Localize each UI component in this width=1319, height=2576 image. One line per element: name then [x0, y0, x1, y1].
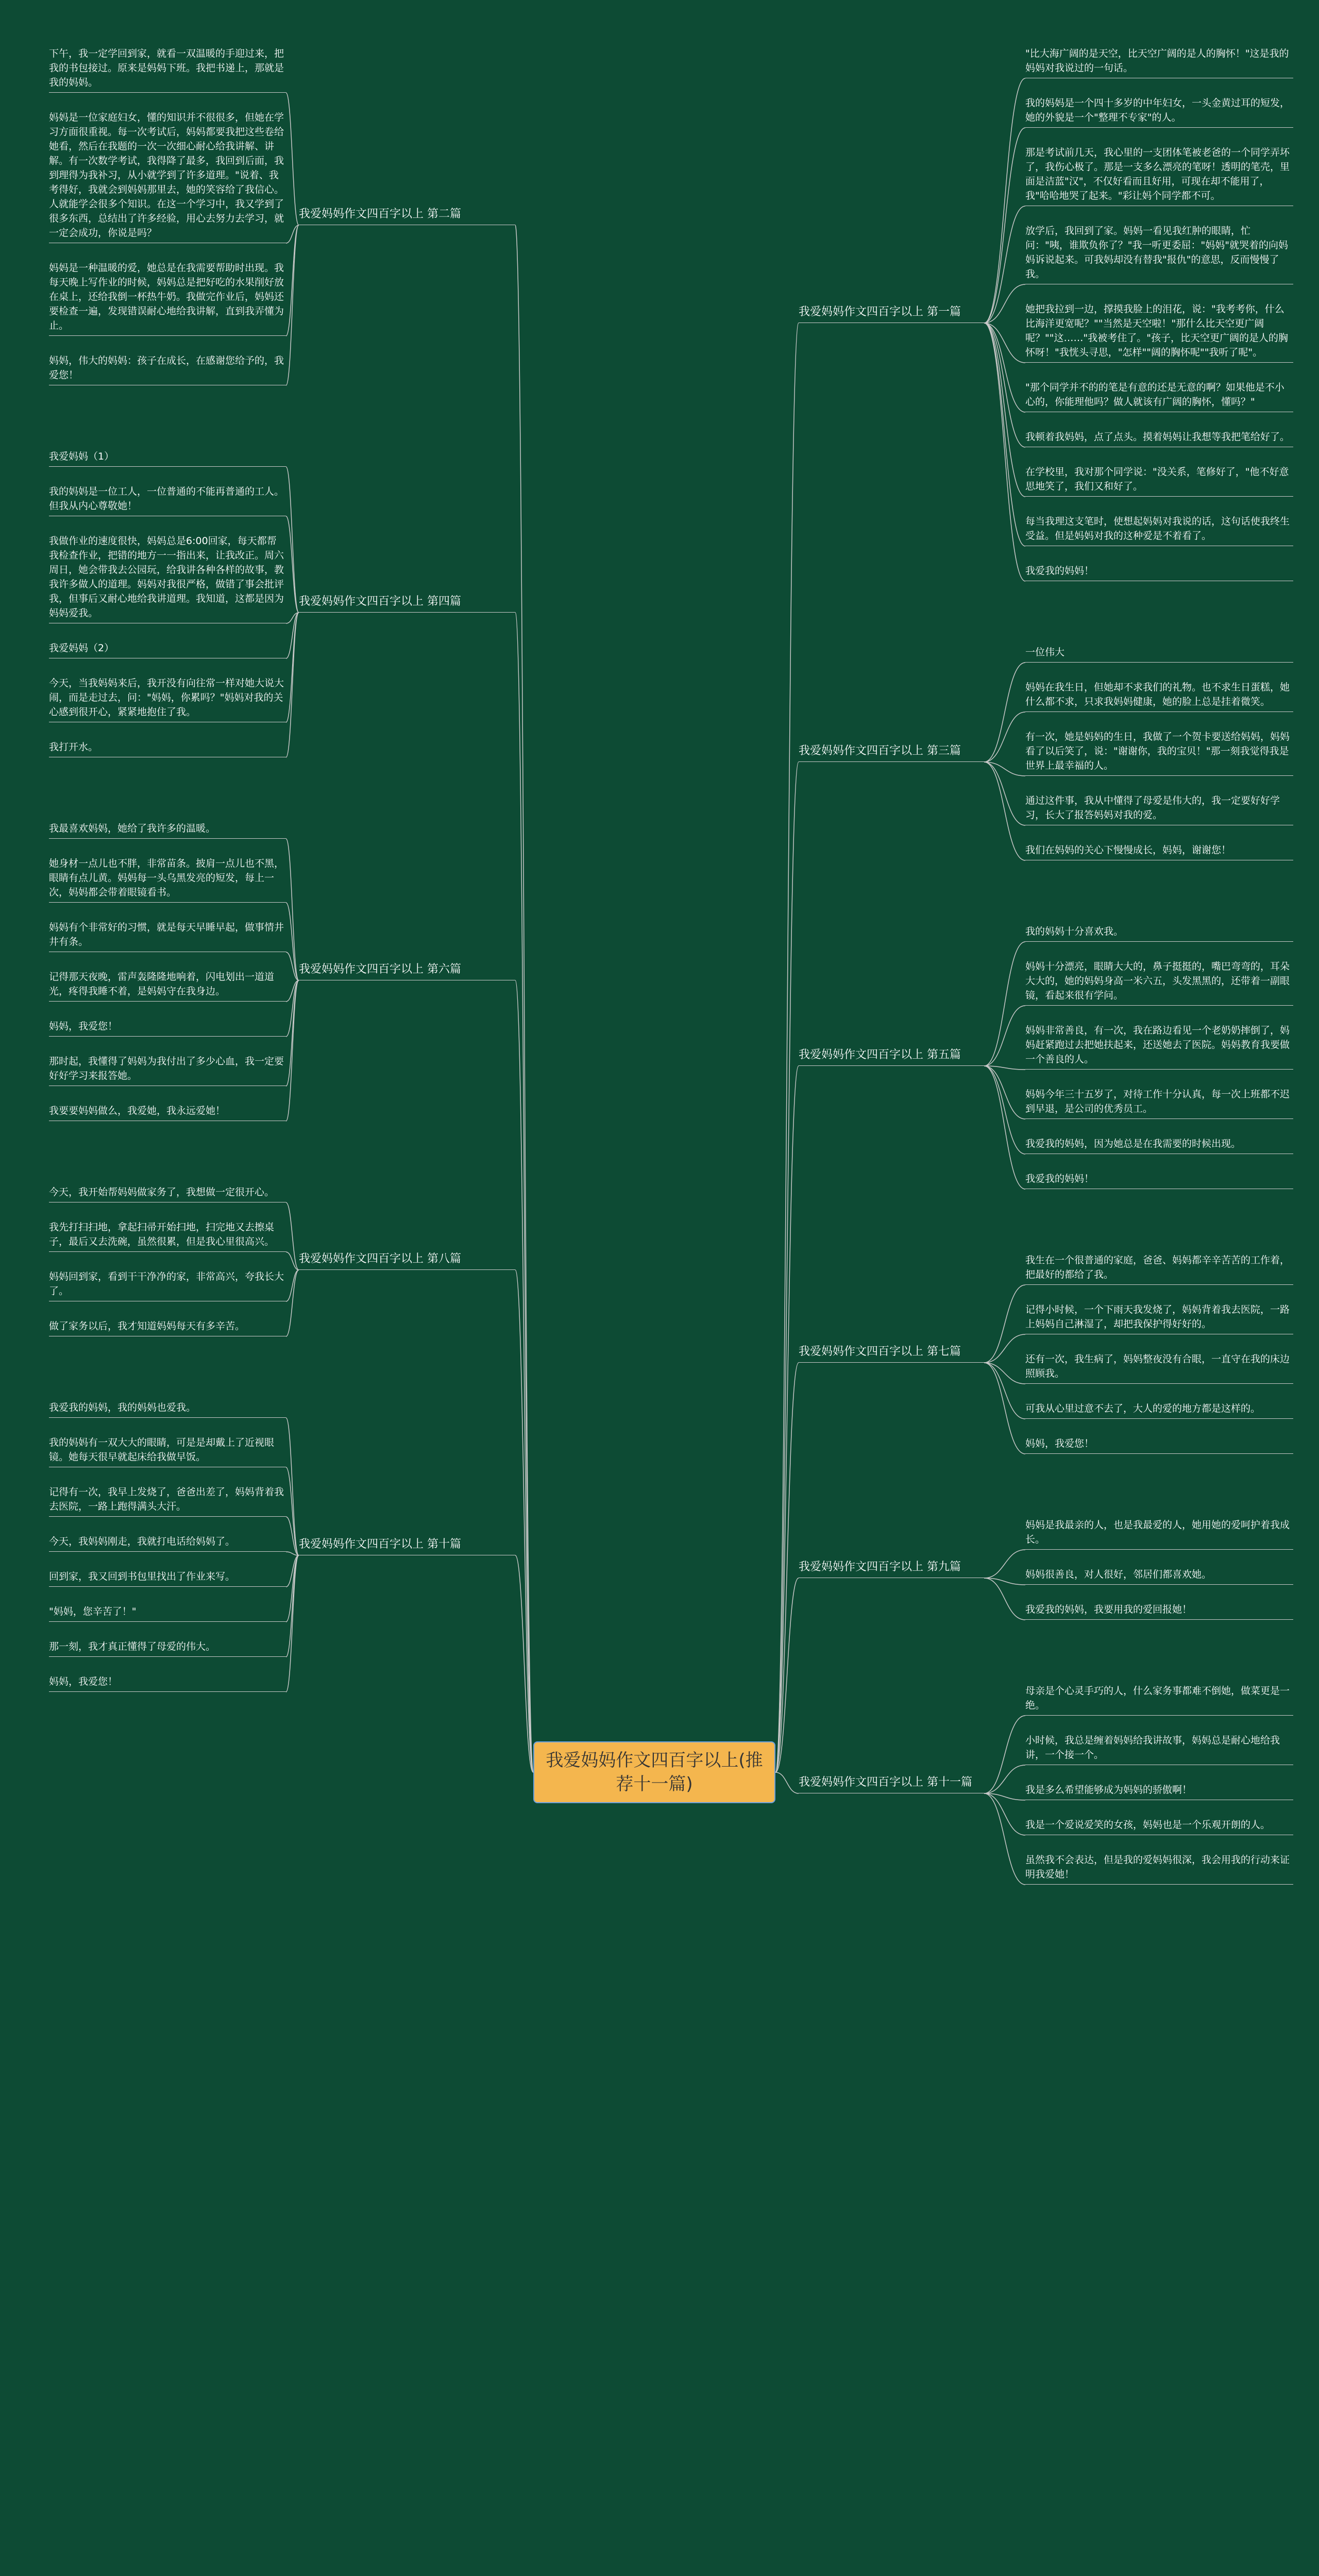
leaf-text: 我顿着我妈妈，点了点头。摸着妈妈让我想等我把笔给好了。	[1025, 430, 1293, 447]
leaf-text: 小时候，我总是缠着妈妈给我讲故事，妈妈总是耐心地给我讲，一个接一个。	[1025, 1733, 1293, 1765]
connector	[286, 980, 299, 1086]
branch-topic: 我爱妈妈作文四百字以上 第十篇	[299, 1537, 515, 1555]
connector	[984, 762, 1025, 825]
leaf-text: 她把我拉到一边，撑摸我脸上的泪花，说："我考考你，什么比海洋更宽呢？""当然是天空啦！"那什么比天空更广阔呢？""这……"我被考住了。"孩子，比天空更广阔的是人的胸怀呀！"我恍头寻思，"怎样""阔的胸怀呢""我听了呢"。	[1025, 302, 1293, 363]
leaf-text: 我先打扫扫地，拿起扫帚开始扫地，扫完地又去擦桌子，最后又去洗碗，虽然很累，但是我心里很高兴。	[49, 1220, 286, 1252]
leaf-text: 今天，当我妈妈来后，我开没有向往常一样对她大说大闹，而是走过去，问："妈妈，你累吗？"妈妈对我的关心感到很开心，紧紧地抱住了我。	[49, 676, 286, 722]
leaf-text: 有一次，她是妈妈的生日，我做了一个贺卡要送给妈妈，妈妈看了以后笑了，说："谢谢你，我的宝贝！"那一刻我觉得我是世界上最幸福的人。	[1025, 730, 1293, 776]
connector	[286, 467, 299, 613]
connector	[984, 1066, 1025, 1154]
leaf-text: 每当我理这支笔时，使想起妈妈对我说的话，这句话使我终生受益。但是妈妈对我的这种爱是不着看了。	[1025, 514, 1293, 546]
connector	[984, 323, 1025, 412]
leaf-text: 还有一次，我生病了，妈妈整夜没有合眼，一直守在我的床边照顾我。	[1025, 1352, 1293, 1384]
leaf-text: 下午，我一定学回到家，就看一双温暖的手迎过来，把我的书包接过。原来是妈妈下班。我把书递上，那就是我的妈妈。	[49, 46, 286, 93]
leaf-text: "比大海广阔的是天空，比天空广阔的是人的胸怀！"这是我的妈妈对我说过的一句话。	[1025, 46, 1293, 78]
leaf-text: 放学后，我回到了家。妈妈一看见我红肿的眼睛，忙问："咦，谁欺负你了？"我一听更委屈："妈妈"就哭着的向妈妈诉说起来。可我妈却没有替我"报仇"的意思，反而慢慢了我。	[1025, 224, 1293, 284]
branch-topic: 我爱妈妈作文四百字以上 第九篇	[799, 1560, 984, 1578]
leaf-text: 今天，我妈妈刚走，我就打电话给妈妈了。	[49, 1534, 286, 1552]
leaf-text: 妈妈，我爱您！	[1025, 1436, 1293, 1454]
leaf-text: 我的妈妈是一位工人，一位普通的不能再普通的工人。但我从内心尊敬她！	[49, 484, 286, 516]
connector	[984, 762, 1025, 860]
connector	[775, 1066, 799, 1772]
connector	[984, 323, 1025, 546]
connector	[984, 78, 1025, 323]
leaf-text: 我是多么希望能够成为妈妈的骄傲啊！	[1025, 1783, 1293, 1800]
branch-topic: 我爱妈妈作文四百字以上 第二篇	[299, 207, 515, 225]
connector	[984, 1006, 1025, 1066]
leaf-text: 妈妈是一种温暖的爱，她总是在我需要帮助时出现。我每天晚上写作业的时候，妈妈总是把好吃的水果削好放在桌上，还给我倒一杯热牛奶。我做完作业后，妈妈还要检查一遍，发现错误耐心地给我讲解，直到我弄懂为止。	[49, 261, 286, 336]
leaf-text: 妈妈非常善良，有一次，我在路边看见一个老奶奶摔倒了，妈妈赶紧跑过去把她扶起来，还送她去了医院。妈妈教育我要做一个善良的人。	[1025, 1023, 1293, 1070]
branch-topic: 我爱妈妈作文四百字以上 第八篇	[299, 1251, 515, 1270]
connector	[984, 1285, 1025, 1363]
connector	[286, 1270, 299, 1336]
leaf-text: 那时起，我懂得了妈妈为我付出了多少心血，我一定要好好学习来报答她。	[49, 1054, 286, 1086]
connector	[775, 762, 799, 1772]
connector	[984, 663, 1025, 762]
connector	[984, 1363, 1025, 1419]
leaf-text: 我的妈妈是一个四十多岁的中年妇女，一头金黄过耳的短发，她的外貌是一个"整理不专家"的人。	[1025, 96, 1293, 128]
leaf-text: 妈妈有个非常好的习惯，就是每天早睡早起，做事情井井有条。	[49, 920, 286, 952]
leaf-text: 通过这件事，我从中懂得了母爱是伟大的，我一定要好好学习，长大了报答妈妈对我的爱。	[1025, 793, 1293, 825]
connector	[286, 93, 299, 225]
leaf-text: 我爱我的妈妈！	[1025, 564, 1293, 581]
leaf-text: 我的妈妈有一双大大的眼睛，可是是却戴上了近视眼镜。她每天很早就起床给我做早饭。	[49, 1435, 286, 1467]
branch-topic: 我爱妈妈作文四百字以上 第七篇	[799, 1344, 984, 1363]
connector	[984, 1793, 1025, 1885]
leaf-text: 那是考试前几天，我心里的一支团体笔被老爸的一个同学弄坏了，我伤心极了。那是一支多么漂亮的笔呀！透明的笔壳，里面是洁蓝"汉"，不仅好看而且好用，可现在却不能用了，我"哈哈地哭了起来。"彩让妈个同学都不可。	[1025, 145, 1293, 206]
leaf-text: "妈妈，您辛苦了！"	[49, 1604, 286, 1622]
leaf-text: 我最喜欢妈妈，她给了我许多的温暖。	[49, 821, 286, 839]
leaf-text: 妈妈，我爱您！	[49, 1019, 286, 1037]
branch-topic: 我爱妈妈作文四百字以上 第六篇	[299, 962, 515, 980]
leaf-text: 她身材一点儿也不胖，非常苗条。披肩一点儿也不黑，眼睛有点儿黄。妈妈每一头乌黑发亮的短发，每上一次，妈妈都会带着眼镜看书。	[49, 856, 286, 903]
leaf-text: 妈妈是我最亲的人，也是我最爱的人，她用她的爱呵护着我成长。	[1025, 1518, 1293, 1550]
leaf-text: 我们在妈妈的关心下慢慢成长，妈妈，谢谢您！	[1025, 843, 1293, 860]
connector	[984, 1363, 1025, 1454]
leaf-text: 我做作业的速度很快，妈妈总是6:00回家，每天都帮我检查作业，把错的地方一一指出来，让我改正。周六周日，她会带我去公园玩，给我讲各种各样的故事，教我许多做人的道理。妈妈对我很严格，做错了事会批评我，但事后又耐心地给我讲道理。我知道，这都是因为妈妈爱我。	[49, 534, 286, 623]
leaf-text: 妈妈是一位家庭妇女，懂的知识并不很很多，但她在学习方面很重视。每一次考试后，妈妈都要我把这些卷给她看，然后在我题的一次一次细心耐心给我讲解、讲解。有一次数学考试，我得降了最多，我回到后面，我到理得为我补习，从小就学到了许多道理。"说着、我考得好，我就会到妈妈那里去，她的笑容给了我信心。人就能学会很多个知识。在这一个学习中，我又学到了很多东西，总结出了许多经验，用心去努力去学习，就一定会成功，你说是吗？	[49, 110, 286, 243]
connector	[984, 323, 1025, 581]
connector	[984, 1334, 1025, 1363]
root-topic: 我爱妈妈作文四百字以上(推荐十一篇)	[533, 1741, 775, 1803]
connector	[984, 1716, 1025, 1793]
leaf-text: 我爱我的妈妈，我的妈妈也爱我。	[49, 1400, 286, 1418]
connector	[286, 839, 299, 980]
leaf-text: 我打开水。	[49, 740, 286, 757]
leaf-text: 我爱妈妈（2）	[49, 641, 286, 658]
connector	[775, 1772, 799, 1793]
connector	[984, 1578, 1025, 1585]
connector	[286, 516, 299, 613]
branch-topic: 我爱妈妈作文四百字以上 第四篇	[299, 594, 515, 613]
leaf-text: "那个同学并不的的笔是有意的还是无意的啊？如果他是不小心的，你能理他吗？做人就该有广阔的胸怀，懂吗？"	[1025, 380, 1293, 412]
connector	[984, 1066, 1025, 1189]
leaf-text: 母亲是个心灵手巧的人，什么家务事都难不倒她，做菜更是一绝。	[1025, 1684, 1293, 1716]
leaf-text: 妈妈很善良，对人很好，邻居们都喜欢她。	[1025, 1567, 1293, 1585]
leaf-text: 我爱我的妈妈！	[1025, 1172, 1293, 1189]
connector	[286, 613, 299, 722]
leaf-text: 我爱妈妈（1）	[49, 449, 286, 467]
leaf-text: 妈妈，我爱您！	[49, 1674, 286, 1692]
connector	[286, 980, 299, 1121]
leaf-text: 记得小时候，一个下雨天我发烧了，妈妈背着我去医院，一路上妈妈自己淋湿了，却把我保护得好好的。	[1025, 1302, 1293, 1334]
connector	[286, 225, 299, 385]
connector	[984, 323, 1025, 447]
branch-topic: 我爱妈妈作文四百字以上 第一篇	[799, 304, 984, 323]
leaf-text: 可我从心里过意不去了，大人的爱的地方都是这样的。	[1025, 1401, 1293, 1419]
connector	[984, 942, 1025, 1066]
leaf-text: 我爱我的妈妈，因为她总是在我需要的时候出现。	[1025, 1137, 1293, 1154]
branch-topic: 我爱妈妈作文四百字以上 第五篇	[799, 1047, 984, 1066]
leaf-text: 在学校里，我对那个同学说："没关系，笔修好了，"他不好意思地笑了，我们又和好了。	[1025, 465, 1293, 497]
leaf-text: 记得那天夜晚，雷声轰隆隆地响着，闪电划出一道道光，疼得我睡不着，是妈妈守在我身边。	[49, 970, 286, 1002]
leaf-text: 回到家，我又回到书包里找出了作业来写。	[49, 1569, 286, 1587]
connector	[984, 323, 1025, 497]
connector	[286, 1270, 299, 1301]
leaf-text: 我生在一个很普通的家庭，爸爸、妈妈都辛辛苦苦的工作着，把最好的都给了我。	[1025, 1253, 1293, 1285]
leaf-text: 妈妈今年三十五岁了，对待工作十分认真，每一次上班都不迟到早退，是公司的优秀员工。	[1025, 1087, 1293, 1119]
leaf-text: 妈妈在我生日，但她却不求我们的礼物。也不求生日蛋糕，她什么都不求，只求我妈妈健康，她的脸上总是挂着微笑。	[1025, 680, 1293, 712]
leaf-text: 记得有一次，我早上发烧了，爸爸出差了，妈妈背着我去医院，一路上跑得满头大汗。	[49, 1485, 286, 1517]
connector	[286, 225, 299, 336]
leaf-text: 一位伟大	[1025, 645, 1293, 663]
connector	[984, 284, 1025, 323]
leaf-text: 做了家务以后，我才知道妈妈每天有多辛苦。	[49, 1319, 286, 1336]
leaf-text: 我是一个爱说爱笑的女孩，妈妈也是一个乐观开朗的人。	[1025, 1818, 1293, 1835]
connector	[984, 128, 1025, 323]
leaf-text: 我的妈妈十分喜欢我。	[1025, 924, 1293, 942]
connector	[515, 613, 533, 1772]
connector	[984, 1765, 1025, 1793]
connector	[984, 1550, 1025, 1578]
leaf-text: 我要要妈妈做么，我爱她，我永远爱她！	[49, 1104, 286, 1121]
leaf-text: 今天，我开始帮妈妈做家务了，我想做一定很开心。	[49, 1185, 286, 1202]
leaf-text: 妈妈回到家，看到干干净净的家，非常高兴，夸我长大了。	[49, 1269, 286, 1301]
leaf-text: 妈妈十分漂亮，眼睛大大的，鼻子挺挺的，嘴巴弯弯的，耳朵大大的，她的妈妈身高一米六五，头发黑黑的，还带着一副眼镜，看起来很有学问。	[1025, 959, 1293, 1006]
leaf-text: 那一刻，我才真正懂得了母爱的伟大。	[49, 1639, 286, 1657]
leaf-text: 我爱我的妈妈，我要用我的爱回报她！	[1025, 1602, 1293, 1620]
branch-topic: 我爱妈妈作文四百字以上 第三篇	[799, 743, 984, 762]
connector	[286, 1555, 299, 1692]
connector	[515, 980, 533, 1772]
leaf-text: 虽然我不会表达，但是我的爱妈妈很深，我会用我的行动来证明我爱她！	[1025, 1853, 1293, 1885]
leaf-text: 妈妈，伟大的妈妈：孩子在成长，在感谢您给予的，我爱您！	[49, 353, 286, 385]
branch-topic: 我爱妈妈作文四百字以上 第十一篇	[799, 1775, 984, 1793]
connector	[984, 712, 1025, 762]
